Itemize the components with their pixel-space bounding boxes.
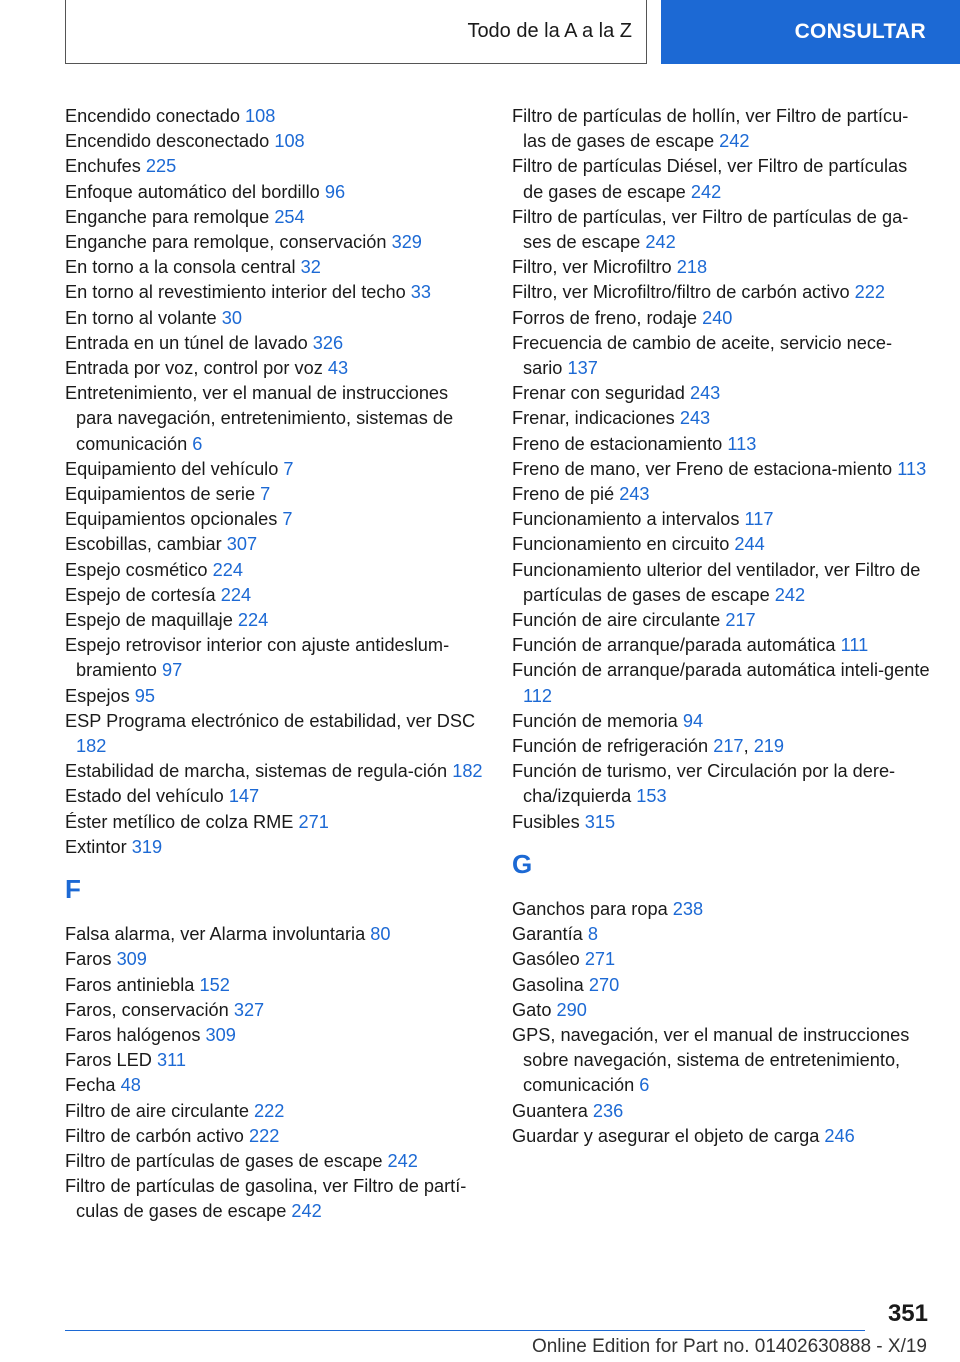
page-reference-link[interactable]: 108 bbox=[274, 131, 305, 152]
index-entry bbox=[65, 180, 485, 205]
index-term: Filtro de partículas, ver Filtro de partículas de ga-ses de escape bbox=[512, 206, 909, 253]
page-reference-link[interactable]: 95 bbox=[134, 685, 156, 706]
index-entry bbox=[512, 608, 930, 633]
index-term: Filtro, ver Microfiltro bbox=[512, 257, 672, 278]
index-term: Equipamientos de serie bbox=[65, 484, 256, 505]
index-entry bbox=[65, 280, 485, 305]
page-reference-link[interactable]: 94 bbox=[682, 710, 704, 731]
page-reference-link[interactable]: 219 bbox=[753, 736, 785, 757]
index-term: Encendido desconectado bbox=[65, 131, 270, 152]
index-entry bbox=[512, 1099, 930, 1124]
index-entry bbox=[65, 835, 485, 860]
index-column-right bbox=[512, 104, 930, 1149]
page-reference-link[interactable]: 217 bbox=[713, 736, 744, 757]
index-entry bbox=[65, 129, 485, 154]
index-entry bbox=[512, 331, 930, 381]
page-reference-link[interactable]: 108 bbox=[245, 106, 276, 126]
page-reference-link[interactable]: 96 bbox=[324, 181, 346, 202]
page-reference-link[interactable]: 242 bbox=[690, 181, 722, 202]
index-entry bbox=[512, 381, 930, 406]
page-reference-link[interactable]: 43 bbox=[327, 358, 349, 379]
index-entry bbox=[512, 558, 930, 608]
page-reference-link[interactable]: 243 bbox=[689, 383, 721, 404]
index-entry bbox=[512, 947, 930, 972]
index-entry bbox=[512, 973, 930, 998]
page-reference-link[interactable]: 6 bbox=[639, 1075, 650, 1096]
index-term: Entrada por voz, control por voz bbox=[65, 358, 323, 379]
index-term: Filtro de partículas de gasolina, ver Filtro de partí-culas de gases de escape bbox=[65, 1176, 467, 1222]
index-entry bbox=[65, 1073, 485, 1098]
index-term: Enfoque automático del bordillo bbox=[65, 181, 320, 202]
index-term: Espejos bbox=[65, 685, 130, 706]
index-term: Faros antiniebla bbox=[65, 974, 195, 995]
page-reference-link[interactable]: 7 bbox=[260, 484, 271, 505]
index-entry bbox=[512, 406, 930, 431]
index-term: Estado del vehículo bbox=[65, 786, 224, 807]
page-reference-link[interactable]: 113 bbox=[897, 458, 927, 479]
index-entry bbox=[65, 759, 485, 784]
index-entry bbox=[65, 381, 485, 457]
index-term: Faros halógenos bbox=[65, 1024, 201, 1045]
index-term: Filtro de partículas de gases de escape bbox=[65, 1150, 383, 1171]
index-term: Freno de estacionamiento bbox=[512, 433, 723, 454]
index-entry bbox=[512, 1124, 930, 1149]
page-reference-link[interactable]: 254 bbox=[274, 206, 305, 227]
index-term: Guardar y asegurar el objeto de carga bbox=[512, 1125, 820, 1146]
index-entry bbox=[65, 255, 485, 280]
index-entry bbox=[65, 1048, 485, 1073]
page-reference-link[interactable]: 242 bbox=[645, 232, 676, 253]
index-entry bbox=[65, 1124, 485, 1149]
index-term: Enganche para remolque bbox=[65, 206, 270, 227]
page-reference-link[interactable]: 240 bbox=[702, 307, 733, 328]
page-reference-link[interactable]: 182 bbox=[452, 761, 483, 782]
index-entry bbox=[512, 457, 930, 482]
consultar-tab-label: CONSULTAR bbox=[794, 20, 926, 43]
index-entry bbox=[65, 558, 485, 583]
index-entry bbox=[512, 998, 930, 1023]
page-reference-link[interactable]: 80 bbox=[370, 924, 391, 945]
index-term: Enganche para remolque, conservación bbox=[65, 232, 387, 253]
index-entry bbox=[65, 784, 485, 809]
index-term: Escobillas, cambiar bbox=[65, 534, 222, 555]
page-reference-link[interactable]: 32 bbox=[300, 257, 321, 278]
page-reference-link[interactable]: 112 bbox=[523, 685, 552, 706]
page-reference-link[interactable]: 224 bbox=[212, 559, 243, 580]
index-entry bbox=[65, 684, 485, 709]
index-letter-heading: G bbox=[512, 848, 533, 879]
index-term: Función de arranque/parada automática bbox=[512, 635, 836, 656]
index-entry bbox=[65, 507, 485, 532]
section-title-tab[interactable] bbox=[65, 0, 647, 64]
index-entry bbox=[512, 1023, 930, 1099]
page-reference-link[interactable]: 222 bbox=[854, 282, 886, 303]
index-term: Freno de pié bbox=[512, 484, 615, 505]
page-reference-link[interactable]: 8 bbox=[587, 924, 598, 945]
page-reference-link[interactable]: 270 bbox=[588, 974, 620, 995]
index-entry bbox=[512, 658, 930, 708]
index-term: Ganchos para ropa bbox=[512, 898, 668, 919]
page-reference-link[interactable]: 329 bbox=[391, 232, 422, 253]
index-entry bbox=[65, 1149, 485, 1174]
index-term: Funcionamiento a intervalos bbox=[512, 509, 740, 530]
edition-footer: Online Edition for Part no. 01402630888 - X/19 bbox=[531, 1336, 927, 1357]
index-term: Frenar con seguridad bbox=[512, 383, 685, 404]
index-term: Función de memoria bbox=[512, 710, 678, 731]
page-reference-link[interactable]: 48 bbox=[120, 1075, 141, 1096]
index-term: Estabilidad de marcha, sistemas de regula-ción bbox=[65, 761, 448, 782]
page-reference-link[interactable]: 117 bbox=[744, 509, 774, 530]
page-reference-link[interactable]: 244 bbox=[734, 534, 765, 555]
index-term: Equipamiento del vehículo bbox=[65, 458, 279, 479]
page-reference-link[interactable]: 290 bbox=[556, 999, 587, 1020]
index-term: Gasóleo bbox=[512, 949, 580, 970]
index-entry bbox=[512, 759, 930, 809]
index-term: Fusibles bbox=[512, 811, 580, 832]
index-term: Función de aire circulante bbox=[512, 610, 721, 631]
index-entry bbox=[65, 356, 485, 381]
index-term: En torno al revestimiento interior del techo bbox=[65, 282, 406, 303]
index-term: Éster metílico de colza RME bbox=[65, 811, 294, 832]
index-term: Espejo retrovisor interior con ajuste antideslum-bramiento bbox=[65, 635, 450, 681]
index-term: Faros bbox=[65, 949, 112, 970]
index-term: Filtro, ver Microfiltro/filtro de carbón activo bbox=[512, 282, 850, 303]
index-term: Guantera bbox=[512, 1100, 588, 1121]
page-reference-link[interactable]: 217 bbox=[725, 610, 756, 631]
page-reference-link[interactable]: 30 bbox=[221, 307, 242, 328]
page-reference-link[interactable]: 326 bbox=[312, 332, 344, 353]
index-term: Espejo cosmético bbox=[65, 559, 208, 580]
index-term: Filtro de aire circulante bbox=[65, 1100, 249, 1121]
index-entry bbox=[65, 947, 485, 972]
index-term: Frecuencia de cambio de aceite, servicio nece-sario bbox=[512, 332, 893, 379]
index-term: Freno de mano, ver Freno de estaciona-miento bbox=[512, 458, 893, 479]
page-reference-link[interactable]: 309 bbox=[205, 1024, 236, 1045]
index-term: Faros LED bbox=[65, 1050, 152, 1071]
index-term: En torno al volante bbox=[65, 307, 217, 328]
page-reference-link[interactable]: 153 bbox=[636, 786, 667, 807]
page-reference-link[interactable]: 238 bbox=[672, 898, 704, 919]
index-entry bbox=[65, 104, 485, 129]
page-reference-link[interactable]: 218 bbox=[676, 257, 708, 278]
index-term: Funcionamiento en circuito bbox=[512, 534, 730, 555]
page-reference-link[interactable]: 311 bbox=[157, 1050, 186, 1071]
page-reference-link[interactable]: 7 bbox=[282, 509, 293, 530]
page-reference-link[interactable]: 97 bbox=[161, 660, 183, 681]
page-reference-link[interactable]: 137 bbox=[567, 358, 598, 379]
index-term: Enchufes bbox=[65, 156, 141, 177]
index-entry bbox=[512, 633, 930, 658]
page-reference-link[interactable]: 6 bbox=[192, 433, 203, 454]
index-entry bbox=[512, 709, 930, 734]
index-entry: Función de refrigeración 217, 219 bbox=[512, 736, 785, 757]
index-term: GPS, navegación, ver el manual de instrucciones sobre navegación, sistema de entretenimiento, comunicación bbox=[512, 1024, 910, 1096]
index-term: Entretenimiento, ver el manual de instrucciones para navegación, entretenimiento, sistemas de comunicación bbox=[65, 383, 454, 454]
index-entry bbox=[65, 331, 485, 356]
page-reference-link[interactable]: 242 bbox=[387, 1150, 418, 1171]
index-entry bbox=[512, 280, 930, 305]
index-term: Espejo de cortesía bbox=[65, 584, 216, 605]
index-term: Extintor bbox=[65, 836, 127, 857]
index-entry bbox=[65, 154, 485, 179]
page-reference-link[interactable]: 33 bbox=[410, 282, 431, 303]
index-entry bbox=[65, 1174, 485, 1224]
index-entry bbox=[512, 432, 930, 457]
page-reference-link[interactable]: 236 bbox=[592, 1100, 624, 1121]
index-entry bbox=[65, 306, 485, 331]
page-reference-link[interactable]: 224 bbox=[237, 610, 269, 631]
index-term: Falsa alarma, ver Alarma involuntaria bbox=[65, 924, 366, 945]
page-reference-link[interactable]: 271 bbox=[584, 949, 616, 970]
index-entry bbox=[512, 205, 930, 255]
index-term: Funcionamiento ulterior del ventilador, ver Filtro de partículas de gases de escape bbox=[512, 559, 921, 605]
page-reference-link[interactable]: 309 bbox=[116, 949, 147, 970]
index-entry bbox=[512, 306, 930, 331]
index-term: Gasolina bbox=[512, 974, 584, 995]
index-entry bbox=[65, 608, 485, 633]
index-term: Faros, conservación bbox=[65, 999, 229, 1020]
index-entry bbox=[512, 104, 930, 154]
index-term: Equipamientos opcionales bbox=[65, 509, 278, 530]
page-reference-link[interactable]: 7 bbox=[283, 458, 294, 479]
index-term: Función de arranque/parada automática inteli-gente bbox=[512, 660, 930, 681]
index-term: Entrada en un túnel de lavado bbox=[65, 332, 308, 353]
index-term: Fecha bbox=[65, 1075, 116, 1096]
index-term: Filtro de carbón activo bbox=[65, 1125, 244, 1146]
page-reference-link[interactable]: 222 bbox=[249, 1125, 280, 1146]
footer-divider bbox=[65, 1330, 865, 1331]
page-reference-link[interactable]: 182 bbox=[76, 736, 107, 757]
index-entry bbox=[512, 507, 930, 532]
page-reference-link[interactable]: 246 bbox=[824, 1125, 855, 1146]
page-reference-link[interactable]: 307 bbox=[226, 534, 258, 555]
index-entry bbox=[512, 482, 930, 507]
index-entry bbox=[512, 810, 930, 835]
index-term: ESP Programa electrónico de estabilidad, ver DSC bbox=[65, 710, 476, 731]
page-reference-link[interactable]: 111 bbox=[840, 635, 869, 656]
page-reference-link[interactable]: 242 bbox=[774, 584, 806, 605]
index-entry bbox=[512, 922, 930, 947]
index-entry bbox=[65, 973, 485, 998]
index-term: Filtro de partículas Diésel, ver Filtro de partículas de gases de escape bbox=[512, 156, 908, 202]
index-entry bbox=[65, 230, 485, 255]
index-letter-heading: F bbox=[65, 874, 81, 905]
page-reference-link[interactable]: 315 bbox=[584, 811, 616, 832]
page-number: 351 bbox=[887, 1300, 928, 1327]
consultar-tab[interactable] bbox=[661, 0, 960, 64]
page-reference-link[interactable]: 243 bbox=[679, 408, 711, 429]
page-reference-link[interactable]: 147 bbox=[228, 786, 260, 807]
page-reference-link[interactable]: 152 bbox=[199, 974, 230, 995]
page-reference-link[interactable]: 242 bbox=[719, 131, 750, 152]
index-entry bbox=[65, 709, 485, 759]
index-entry bbox=[65, 1099, 485, 1124]
page-reference-link[interactable]: 243 bbox=[619, 484, 650, 505]
index-entry bbox=[65, 1023, 485, 1048]
index-term: Función de refrigeración bbox=[512, 736, 709, 757]
index-entry bbox=[65, 205, 485, 230]
page-reference-link[interactable]: 222 bbox=[254, 1100, 285, 1121]
index-entry bbox=[512, 897, 930, 922]
index-term: Garantía bbox=[512, 924, 583, 945]
index-entry bbox=[65, 532, 485, 557]
page-reference-link[interactable]: 225 bbox=[145, 156, 177, 177]
index-term: Forros de freno, rodaje bbox=[512, 307, 698, 328]
page-reference-link[interactable]: 113 bbox=[727, 433, 757, 454]
index-entry bbox=[65, 810, 485, 835]
index-entry bbox=[65, 457, 485, 482]
index-entry bbox=[65, 633, 485, 683]
index-term: Espejo de maquillaje bbox=[65, 610, 233, 631]
index-entry bbox=[512, 255, 930, 280]
index-entry bbox=[512, 532, 930, 557]
page-reference-link[interactable]: 327 bbox=[233, 999, 265, 1020]
index-term: Gato bbox=[512, 999, 552, 1020]
page-reference-link[interactable]: 242 bbox=[291, 1201, 322, 1222]
index-entry bbox=[65, 998, 485, 1023]
index-term: Función de turismo, ver Circulación por la dere-cha/izquierda bbox=[512, 761, 896, 807]
page-reference-link[interactable]: 271 bbox=[298, 811, 329, 832]
page-reference-link[interactable]: 319 bbox=[131, 836, 163, 857]
index-term: En torno a la consola central bbox=[65, 257, 296, 278]
index-entry bbox=[512, 154, 930, 204]
index-column-left bbox=[65, 104, 485, 1225]
page-reference-link[interactable]: 224 bbox=[220, 584, 252, 605]
index-entry bbox=[65, 482, 485, 507]
index-term: Filtro de partículas de hollín, ver Filtro de partícu-las de gases de escape bbox=[512, 106, 909, 152]
index-entry bbox=[65, 583, 485, 608]
index-entry bbox=[65, 922, 485, 947]
section-title: Todo de la A a la Z bbox=[467, 20, 632, 42]
index-term: Frenar, indicaciones bbox=[512, 408, 675, 429]
index-term: Encendido conectado bbox=[65, 106, 240, 126]
